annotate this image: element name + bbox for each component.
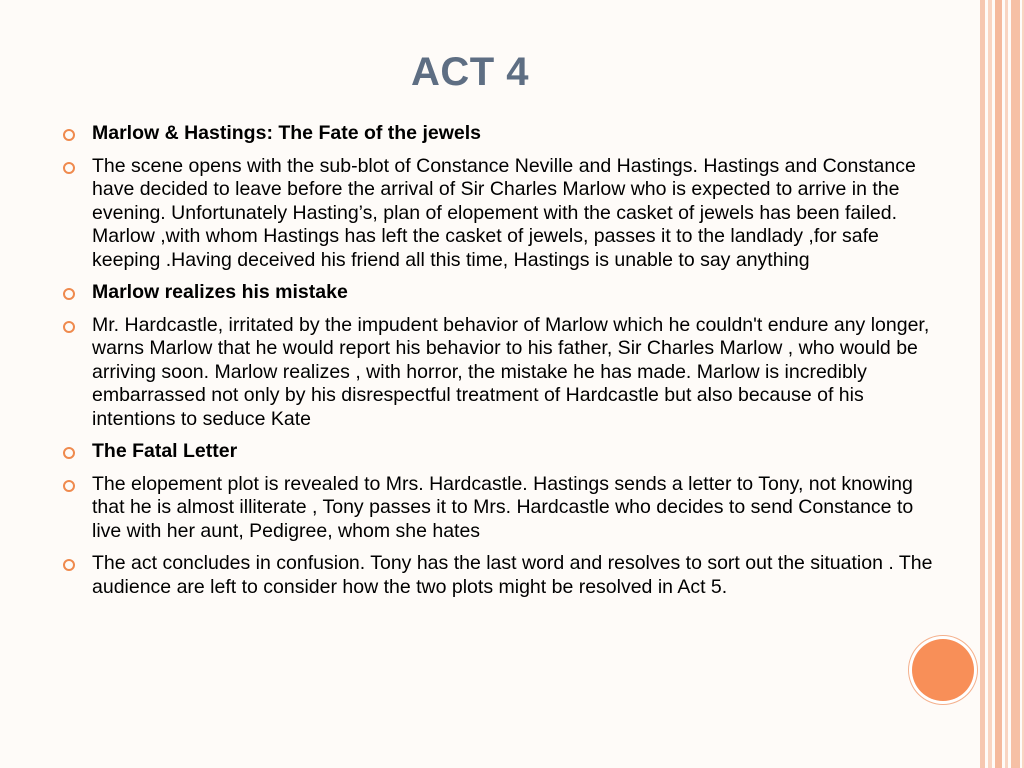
bullet-text: The elopement plot is revealed to Mrs. Hardcastle. Hastings sends a letter to Tony, not knowing that he is almost illiterate , Tony passes it to Mrs. Hardcastle who decides to send Constance to live with her aunt, Pedigree, whom she hates: [92, 472, 914, 542]
decorative-circle: [912, 639, 974, 701]
bullet-circle-icon: [63, 321, 75, 333]
decorative-stripes: [980, 0, 1024, 768]
slide-title: ACT 4: [410, 50, 530, 94]
bullet-item: [62, 281, 942, 305]
bullet-text: The act concludes in confusion. Tony has the last word and resolves to sort out the situation . The audience are left to consider how the two plots might be resolved in Act 5.: [92, 552, 933, 598]
bullet-text: Mr. Hardcastle, irritated by the impudent behavior of Marlow which he couldn't endure any longer, warns Marlow that he would report his behavior to his father, Sir Charles Marlow , who would be arriving soon. Marlow realizes , with horror, the mistake he has made. Marlow is incredibly embarrassed not only by his disrespectful treatment of Hardcastle but also because of his intentions to seduce Kate: [92, 313, 930, 430]
bullet-text: The Fatal Letter: [92, 440, 238, 462]
bullet-circle-icon: [63, 480, 75, 492]
bullet-text: The scene opens with the sub-blot of Constance Neville and Hastings. Hastings and Constance have decided to leave before the arrival of Sir Charles Marlow who is expected to arrive in the evening. Unfortunately Hasting’s, plan of elopement with the casket of jewels has been failed. Marlow ,with whom Hastings has left the casket of jewels, passes it to the landlady ,for safe keeping .Having deceived his friend all this time, Hastings is unable to say anything: [92, 154, 916, 271]
bullet-circle-icon: [63, 162, 75, 174]
bullet-item: [62, 440, 942, 464]
bullet-item: [62, 552, 942, 599]
bullet-circle-icon: [63, 288, 75, 300]
bullet-list: [62, 122, 942, 608]
bullet-text: Marlow & Hastings: The Fate of the jewels: [92, 122, 481, 144]
bullet-circle-icon: [63, 559, 75, 571]
bullet-item: [62, 155, 942, 273]
bullet-text: Marlow realizes his mistake: [92, 281, 348, 303]
bullet-item: [62, 473, 942, 544]
bullet-item: [62, 122, 942, 146]
bullet-circle-icon: [63, 447, 75, 459]
bullet-item: [62, 314, 942, 432]
bullet-circle-icon: [63, 129, 75, 141]
